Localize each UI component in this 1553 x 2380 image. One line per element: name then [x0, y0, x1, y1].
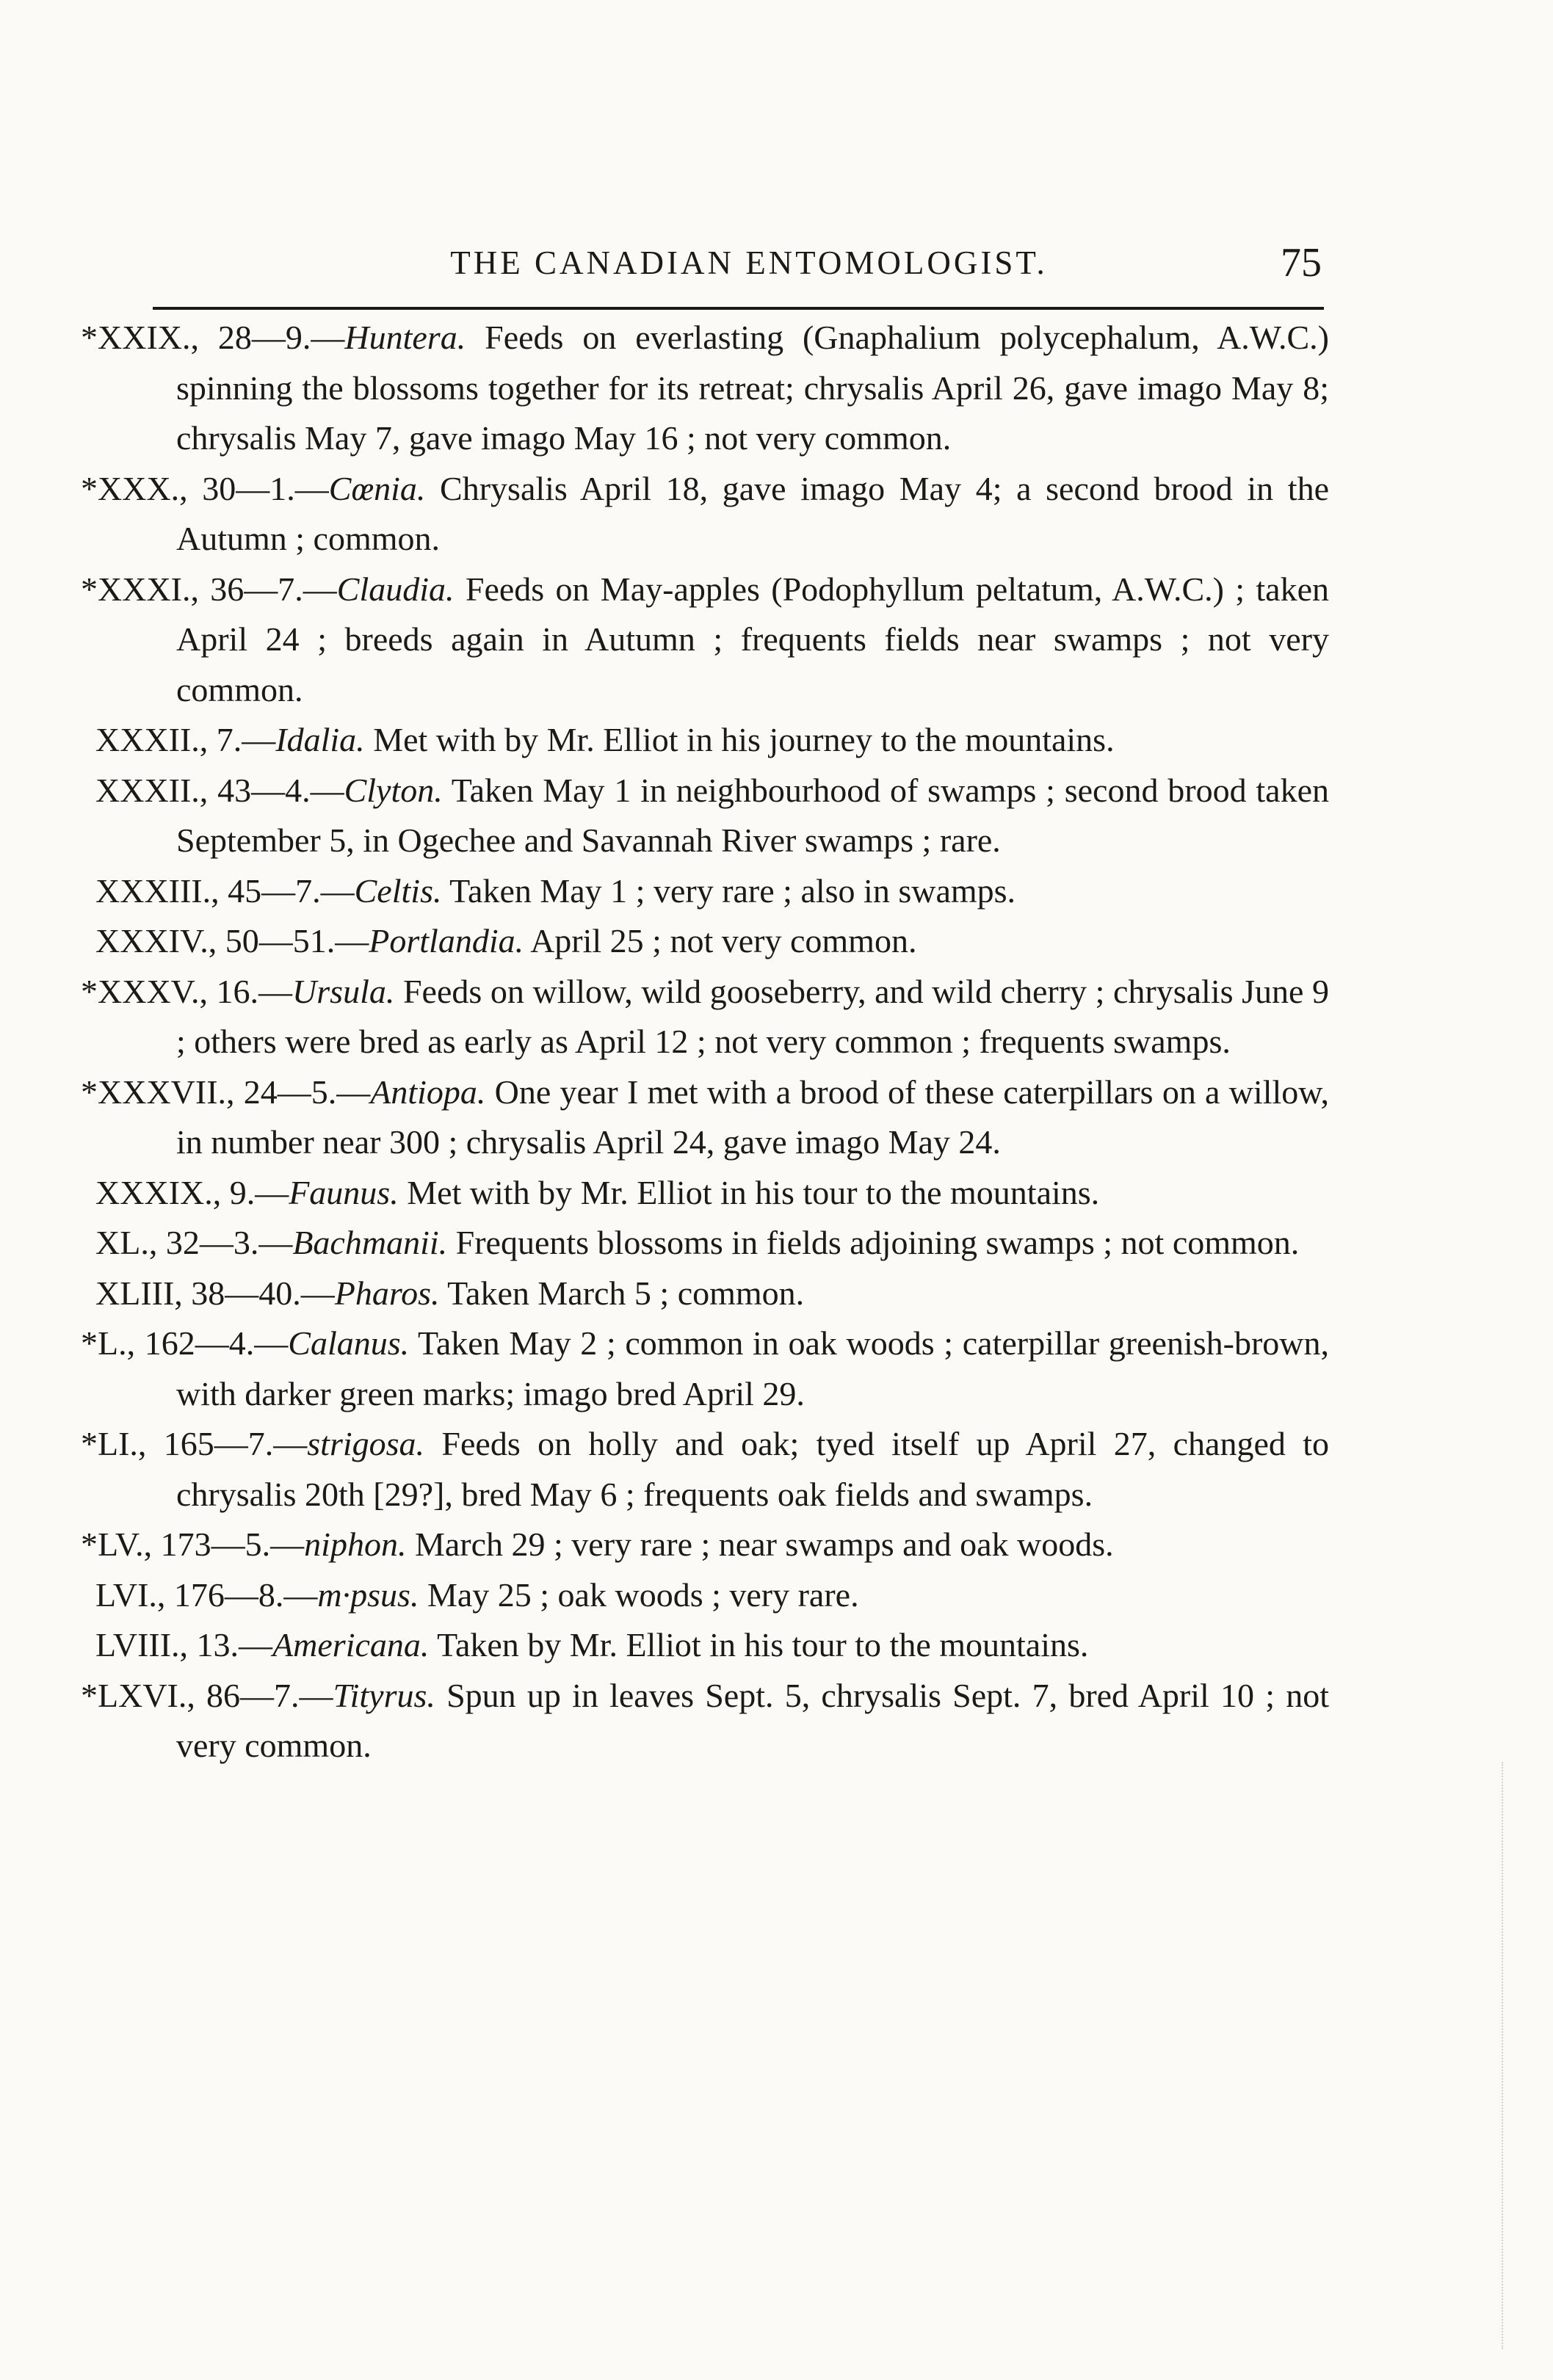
list-item: *LXVI., 86—7.—Tityrus. Spun up in leaves Sept. 5, chrysalis Sept. 7, bred April 10 ; not very common.	[81, 1676, 1329, 1764]
page-header	[176, 233, 1322, 292]
list-item: LVI., 176—8.—m·psus. May 25 ; oak woods ; very rare.	[95, 1575, 859, 1614]
species-list	[81, 313, 1329, 1771]
list-item: *L., 162—4.—Calanus. Taken May 2 ; common in oak woods ; caterpillar greenish-brown, with darker green marks; imago bred April 29.	[81, 1324, 1329, 1412]
list-item: *XXX., 30—1.—Cœnia. Chrysalis April 18, gave imago May 4; a second brood in the Autumn ; common.	[81, 469, 1329, 557]
list-item: XXXIII., 45—7.—Celtis. Taken May 1 ; very rare ; also in swamps.	[95, 871, 1016, 910]
list-item: *LV., 173—5.—niphon. March 29 ; very rare ; near swamps and oak woods.	[81, 1525, 1114, 1563]
list-item: XL., 32—3.—Bachmanii. Frequents blossoms in fields adjoining swamps ; not common.	[95, 1224, 1300, 1261]
list-item: *XXIX., 28—9.—Huntera. Feeds on everlasting (Gnaphalium polycephalum, A.W.C.) spinning the blossoms together for its retreat; chrysalis April 26, gave imago May 8; chrysalis May 7, gave imago May 16 ; not very common.	[81, 319, 1329, 457]
page-number: 75	[1281, 240, 1322, 286]
list-item: *LI., 165—7.—strigosa. Feeds on holly and oak; tyed itself up April 27, changed to chrysalis 20th [29?], bred May 6 ; frequents oak fields and swamps.	[81, 1425, 1330, 1513]
list-item: XXXII., 7.—Idalia. Met with by Mr. Elliot in his journey to the mountains.	[95, 721, 1115, 758]
list-item: XXXIX., 9.—Faunus. Met with by Mr. Elliot in his tour to the mountains.	[95, 1173, 1100, 1211]
list-item: XXXII., 43—4.—Clyton. Taken May 1 in neighbourhood of swamps ; second brood taken September 5, in Ogechee and Savannah River swamps ; rare.	[95, 771, 1329, 859]
running-head: THE CANADIAN ENTOMOLOGIST.	[450, 244, 1048, 281]
header-rule	[153, 307, 1324, 310]
list-item: LVIII., 13.—Americana. Taken by Mr. Elliot in his tour to the mountains.	[95, 1626, 1089, 1664]
list-item: XXXIV., 50—51.—Portlandia. April 25 ; not very common.	[95, 922, 917, 959]
list-item: *XXXV., 16.—Ursula. Feeds on willow, wild gooseberry, and wild cherry ; chrysalis June 9 ; others were bred as early as April 12 ; not very common ; frequents swamps.	[81, 972, 1329, 1060]
list-item: *XXXVII., 24—5.—Antiopa. One year I met with a brood of these caterpillars on a willow, in number near 300 ; chrysalis April 24, gave imago May 24.	[81, 1073, 1329, 1161]
list-item: XLIII, 38—40.—Pharos. Taken March 5 ; common.	[95, 1274, 805, 1312]
list-item: *XXXI., 36—7.—Claudia. Feeds on May-apples (Podophyllum peltatum, A.W.C.) ; taken April 24 ; breeds again in Autumn ; frequents fields near swamps ; not very common.	[81, 570, 1329, 708]
margin-specks	[1502, 1762, 1518, 2349]
